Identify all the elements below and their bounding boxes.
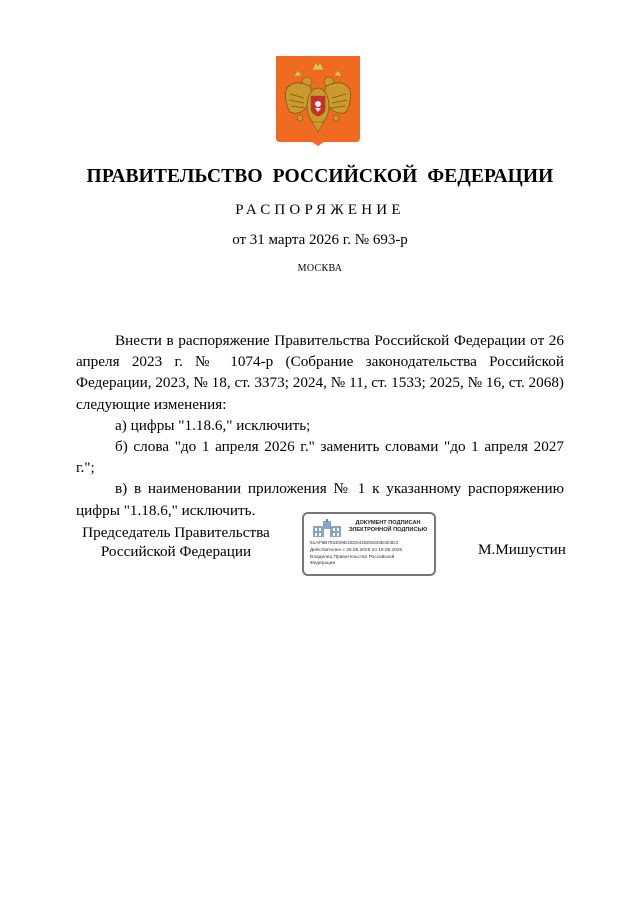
- signer-name: М.Мишустин: [478, 541, 566, 558]
- body-paragraph: б) слова "до 1 апреля 2026 г." заменить словами "до 1 апреля 2027 г.";: [76, 438, 564, 477]
- signer-position-line: Председатель Правительства: [82, 524, 270, 541]
- government-building-icon: [312, 519, 342, 538]
- signer-position-line: Российской Федерации: [100, 543, 252, 560]
- body-paragraph: а) цифры "1.18.6," исключить;: [115, 416, 311, 434]
- esign-header-line: ЭЛЕКТРОННОЙ ПОДПИСЬЮ: [348, 527, 428, 533]
- esign-certificate: 51AF8B781E09E42D041EE5043E303E3: [310, 541, 399, 546]
- esign-header-line: ДОКУМЕНТ ПОДПИСАН: [355, 520, 421, 526]
- esign-header: [340, 520, 436, 534]
- body-paragraph: в) в наименовании приложения № 1 к указанному распоряжению цифры "1.18.6," исключить.: [76, 480, 564, 519]
- signer-position: [76, 523, 276, 561]
- russian-coat-of-arms-icon: [276, 56, 360, 146]
- esign-owner: Владелец Правительство Российской: [310, 555, 395, 560]
- document-type: РАСПОРЯЖЕНИЕ: [235, 202, 405, 218]
- document-date-number: от 31 марта 2026 г. № 693-р: [232, 232, 408, 248]
- electronic-signature-stamp: [302, 512, 436, 576]
- document-body: [76, 330, 564, 521]
- body-paragraph: Внести в распоряжение Правительства Российской Федерации от 26 апреля 2023 г. № 1074-р (Собрание законодательства Российской Федерации, 2023, № 18, ст. 3373; 2024, № 11, ст. 1533; 2025, № 16, ст. 2068) следующие изменения:: [76, 332, 564, 413]
- document-city: МОСКВА: [297, 263, 343, 274]
- government-title: ПРАВИТЕЛЬСТВО РОССИЙСКОЙ ФЕДЕРАЦИИ: [86, 166, 554, 187]
- esign-owner: Федерации: [310, 561, 336, 566]
- esign-validity: Действителен с 26.06.2025 по 19.09.2026: [310, 548, 403, 553]
